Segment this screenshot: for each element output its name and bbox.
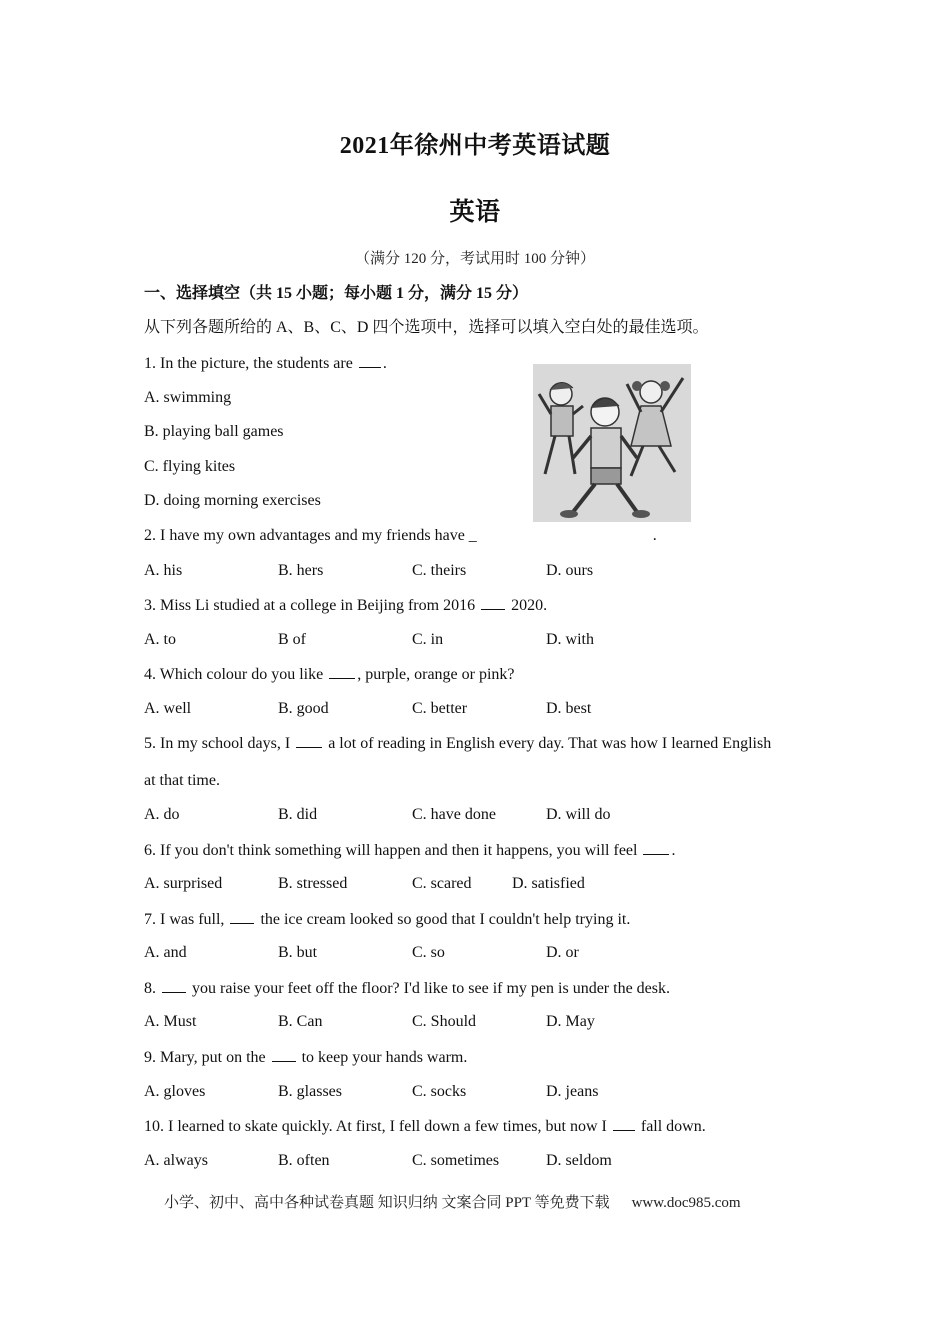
question-7: 7. I was full, the ice cream looked so good that I couldn't help trying it. bbox=[144, 911, 631, 928]
question-3: 3. Miss Li studied at a college in Beijing from 2016 2020. bbox=[144, 597, 548, 614]
section-heading: 一、选择填空（共 15 小题；每小题 1 分，满分 15 分） bbox=[144, 285, 529, 302]
question-2: 2. I have my own advantages and my friends have _ . bbox=[144, 527, 657, 544]
q7-option-d: D. or bbox=[546, 944, 579, 961]
q2-option-d: D. ours bbox=[546, 562, 594, 579]
section-instruction: 从下列各题所给的 A、B、C、D 四个选项中，选择可以填入空白处的最佳选项。 bbox=[144, 319, 709, 336]
q5-option-c: C. have done bbox=[412, 806, 496, 823]
q1-option-a: A. swimming bbox=[144, 389, 232, 406]
students-exercising-illustration bbox=[533, 364, 691, 522]
q2-option-c: C. theirs bbox=[412, 562, 467, 579]
q4-option-b: B. good bbox=[278, 700, 329, 717]
q3-option-c: C. in bbox=[412, 631, 444, 648]
q2-option-a: A. his bbox=[144, 562, 183, 579]
footer-text: 小学、初中、高中各种试卷真题 知识归纳 文案合同 PPT 等免费下载 bbox=[164, 1195, 610, 1211]
q6-option-b: B. stressed bbox=[278, 875, 348, 892]
students-exercising-drawing bbox=[533, 364, 691, 522]
q3-option-b: B of bbox=[278, 631, 306, 648]
q8-option-a: A. Must bbox=[144, 1013, 197, 1030]
question-5: 5. In my school days, I a lot of reading in English every day. That was how I learned English bbox=[144, 735, 772, 752]
q1-option-d: D. doing morning exercises bbox=[144, 492, 321, 509]
q7-option-b: B. but bbox=[278, 944, 318, 961]
page-footer bbox=[164, 1191, 741, 1212]
q3-option-a: A. to bbox=[144, 631, 176, 648]
question-5-continuation: at that time. bbox=[144, 772, 220, 789]
subject-title: 英语 bbox=[449, 199, 501, 226]
footer-url[interactable]: www.doc985.com bbox=[631, 1195, 741, 1211]
question-1: 1. In the picture, the students are . bbox=[144, 355, 387, 372]
q1-option-b: B. playing ball games bbox=[144, 423, 284, 440]
question-4: 4. Which colour do you like , purple, orange or pink? bbox=[144, 666, 515, 683]
score-time-note: （满分 120 分，考试用时 100 分钟） bbox=[354, 251, 595, 267]
q4-option-d: D. best bbox=[546, 700, 592, 717]
q10-option-b: B. often bbox=[278, 1152, 330, 1169]
q8-option-b: B. Can bbox=[278, 1013, 323, 1030]
exam-title: 2021年徐州中考英语试题 bbox=[339, 133, 611, 159]
q5-option-b: B. did bbox=[278, 806, 318, 823]
q7-option-a: A. and bbox=[144, 944, 187, 961]
question-6: 6. If you don't think something will happen and then it happens, you will feel . bbox=[144, 842, 676, 859]
q3-option-d: D. with bbox=[546, 631, 594, 648]
q4-option-c: C. better bbox=[412, 700, 468, 717]
q8-option-d: D. May bbox=[546, 1013, 595, 1030]
q10-option-a: A. always bbox=[144, 1152, 208, 1169]
q10-option-c: C. sometimes bbox=[412, 1152, 500, 1169]
q6-option-a: A. surprised bbox=[144, 875, 223, 892]
q6-option-d: D. satisfied bbox=[512, 875, 585, 892]
q9-option-c: C. socks bbox=[412, 1083, 467, 1100]
q10-option-d: D. seldom bbox=[546, 1152, 612, 1169]
q6-option-c: C. scared bbox=[412, 875, 472, 892]
question-10: 10. I learned to skate quickly. At first, I fell down a few times, but now I fall down. bbox=[144, 1118, 706, 1135]
q2-option-b: B. hers bbox=[278, 562, 324, 579]
q5-option-d: D. will do bbox=[546, 806, 611, 823]
q5-option-a: A. do bbox=[144, 806, 180, 823]
q4-option-a: A. well bbox=[144, 700, 192, 717]
question-8: 8. you raise your feet off the floor? I'd like to see if my pen is under the desk. bbox=[144, 980, 670, 997]
question-9: 9. Mary, put on the to keep your hands warm. bbox=[144, 1049, 468, 1066]
q1-option-c: C. flying kites bbox=[144, 458, 236, 475]
q9-option-d: D. jeans bbox=[546, 1083, 599, 1100]
q8-option-c: C. Should bbox=[412, 1013, 477, 1030]
q7-option-c: C. so bbox=[412, 944, 445, 961]
q9-option-a: A. gloves bbox=[144, 1083, 206, 1100]
q9-option-b: B. glasses bbox=[278, 1083, 342, 1100]
